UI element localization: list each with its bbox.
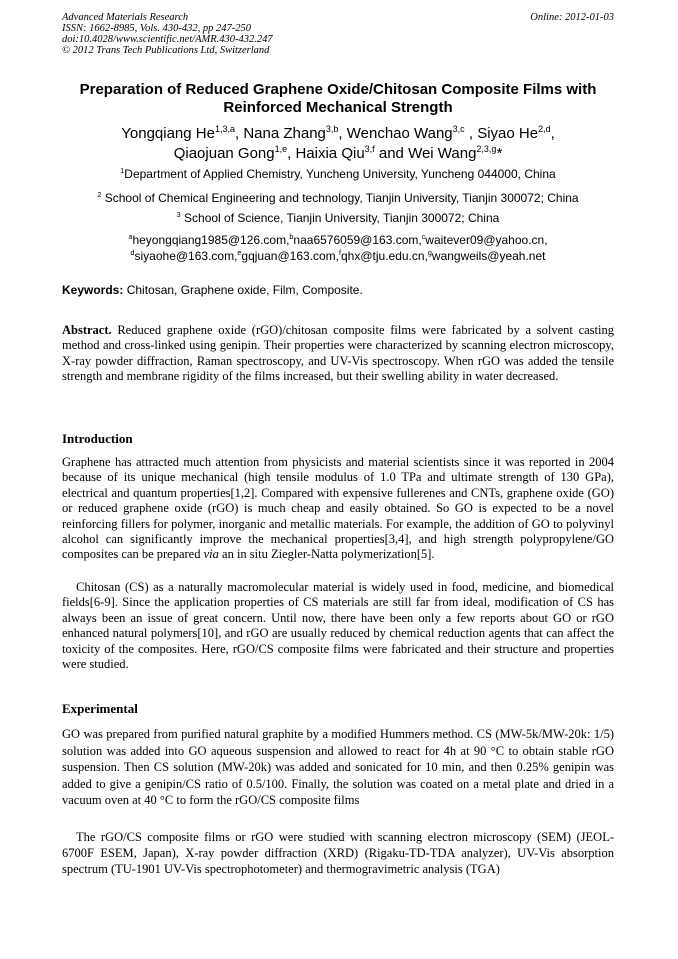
author-affiliation-marker: 1,3,a: [214, 124, 235, 134]
corresponding-author-star: *: [496, 145, 503, 162]
email-address[interactable]: waitever09@yahoo.cn,: [425, 233, 548, 247]
email-marker: f: [339, 248, 341, 257]
online-date: Online: 2012-01-03: [530, 12, 614, 23]
author-affiliation-marker: 2,d: [538, 124, 551, 134]
experimental-paragraph-1: GO was prepared from purified natural graphite by a modified Hummers method. CS (MW-5k/MW-20k: 1/5) solution was added into GO aqueous suspension and allowed to react for 4h at 90 °C to obtain stable rGO suspension. Then CS solution (MW-20k) was added and sonicated for 10 min, and then 0.25% genipin was added to give a genipin/CS ratio of 0.5/100. Finally, the solution was coated on a metal plate and dried in a vacuum oven at 40 °C to form the rGO/CS composite films: [62, 727, 614, 807]
email-address[interactable]: qhx@tju.edu.cn,: [341, 249, 428, 263]
introduction-paragraph-1: [62, 455, 614, 563]
email-address[interactable]: naa6576059@163.com,: [293, 233, 422, 247]
keywords-label: Keywords:: [62, 283, 124, 297]
author-list: Yongqiang He$^{1,3,a}$, Nana Zhang$^{3,b}$, Wenchao Wang$^{3,c}$ , Siyao He$^{2,d}$, Qiaojuan Gong$^{1,e}$, Haixia Qiu$^{3,f}$ and Wei Wang$^{2,3,g}$*: [121, 124, 555, 162]
author-affiliation-marker: 2,3,g: [476, 144, 497, 154]
experimental-paragraph-2: The rGO/CS composite films or rGO were studied with scanning electron microscopy (SEM) (JEOL-6700F ESEM, Japan), X-ray powder diffraction (XRD) (Rigaku-TD-TDA analyzer), UV-Vis absorption spectrum (TU-1901 UV-Vis spectrophotometer) and thermogravimetric analysis (TGA): [62, 830, 614, 876]
email-address[interactable]: heyongqiang1985@126.com,: [132, 233, 290, 247]
affiliation-text: School of Chemical Engineering and technology, Tianjin University, Tianjin 300072; China: [104, 191, 579, 205]
author-affiliation-marker: 3,c: [452, 124, 465, 134]
author-name: Wei Wang: [408, 145, 477, 162]
email-marker: e: [237, 248, 242, 257]
title-line-1: Preparation of Reduced Graphene Oxide/Chitosan Composite Films with: [79, 81, 597, 98]
email-marker: c: [421, 232, 426, 241]
affiliation-text: School of Science, Tianjin University, Tianjin 300072; China: [184, 211, 500, 225]
abstract-label: Abstract.: [62, 323, 112, 337]
journal-header: [62, 12, 614, 56]
doi-line: doi:10.4028/www.scientific.net/AMR.430-432.247: [62, 34, 273, 45]
email-address[interactable]: wangweils@yeah.net: [431, 249, 546, 263]
section-heading-experimental: Experimental: [62, 701, 138, 716]
paragraph-text: Graphene has attracted much attention from physicists and material scientists since it was reported in 2004 because of its unique mechanical (high tensile modulus of 1.0 TPa and ultimate strength of 130 GPa), electrical and quantum properties[1,2]. Compared with expensive fullerenes and CNTs, graphene oxide (GO) or reduced graphene oxide (rGO) is much cheap and easily obtained. So GO is expected to be a novel reinforcing fillers for polymer, inorganic and metallic materials. For example, the addition of GO to polyvinyl alcohol can significantly improve the mechanical properties[3,4], and high strength polypropylene/GO composites can be prepared: [62, 455, 614, 562]
email-marker: d: [130, 248, 135, 257]
section-heading-introduction: Introduction: [62, 431, 133, 446]
author-affiliation-marker: 1,e: [274, 144, 288, 154]
affiliation-text: Department of Applied Chemistry, Yuncheng University, Yuncheng 044000, China: [124, 167, 556, 181]
affiliation-3: [62, 211, 614, 226]
abstract-paragraph: [62, 323, 614, 385]
author-name: Nana Zhang: [243, 125, 326, 142]
affiliation-2: [62, 191, 614, 206]
introduction-paragraph-2: Chitosan (CS) as a naturally macromolecular material is widely used in food, medicine, and biomedical fields[6-9]. Since the application properties of CS materials are still far from ideal, modification of CS has always been an issue of great concern. Until now, there have been only a few reports about GO or rGO enhanced natural polymers[10], and rGO are usually reduced by chemical reduction agents that can affect the toxicity of the composites. Here, rGO/CS composite films were fabricated and their structure and properties were studied.: [62, 580, 614, 672]
title-line-2: Reinforced Mechanical Strength: [223, 99, 453, 116]
issn-line: ISSN: 1662-8985, Vols. 430-432, pp 247-250: [62, 23, 251, 34]
email-address[interactable]: gqjuan@163.com,: [241, 249, 339, 263]
copyright-line: © 2012 Trans Tech Publications Ltd, Switzerland: [62, 45, 270, 56]
author-conjunction: and: [378, 145, 404, 162]
keywords-text: Chitosan, Graphene oxide, Film, Composite.: [123, 283, 363, 297]
email-marker: b: [289, 232, 294, 241]
journal-name: Advanced Materials Research: [62, 12, 189, 23]
emphasis-text: via: [203, 547, 219, 562]
affiliation-1: [62, 167, 614, 182]
affiliation-number: 3: [176, 210, 181, 219]
abstract-text: Reduced graphene oxide (rGO)/chitosan composite films were fabricated by a solvent casting method and cross-linked using genipin. Their properties were characterized by scanning electron microscopy, X-ray powder diffraction, Raman spectroscopy, and UV-Vis spectroscopy. When rGO was added the tensile strength and membrane rigidity of the films increased, but their swelling ability in water decreased.: [62, 323, 614, 384]
author-name: Siyao He: [477, 125, 539, 142]
affiliation-number: 1: [120, 166, 125, 175]
author-affiliation-marker: 3,b: [325, 124, 339, 134]
author-affiliation-marker: 3,f: [364, 144, 375, 154]
author-name: Yongqiang He: [121, 125, 215, 142]
author-name: Haixia Qiu: [295, 145, 365, 162]
keywords-line: [62, 283, 614, 298]
email-marker: a: [128, 232, 133, 241]
email-list: [62, 232, 614, 264]
author-name: Wenchao Wang: [346, 125, 453, 142]
email-address[interactable]: siyaohe@163.com,: [134, 249, 238, 263]
affiliation-number: 2: [97, 190, 102, 199]
paper-title: [62, 81, 614, 117]
author-name: Qiaojuan Gong: [173, 145, 275, 162]
email-marker: g: [427, 248, 432, 257]
paragraph-text: an in situ Ziegler-Natta polymerization[5].: [218, 547, 435, 562]
